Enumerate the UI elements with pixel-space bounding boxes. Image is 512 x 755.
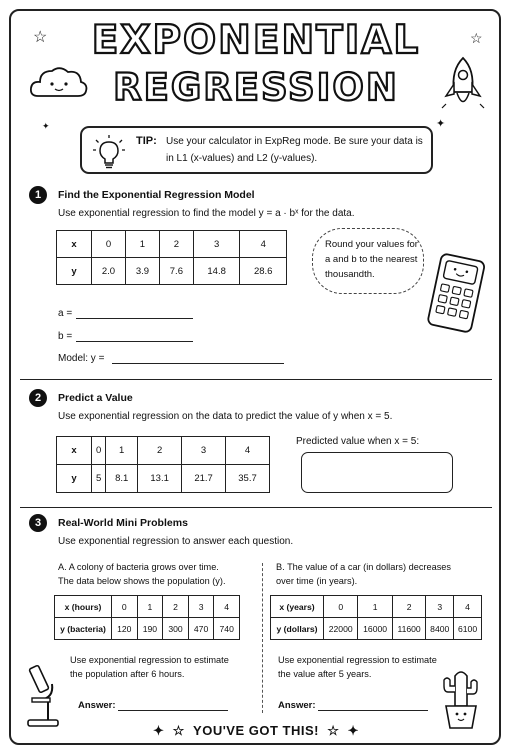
page-title-line2: REGRESSION — [113, 66, 399, 109]
rocket-icon — [438, 56, 488, 116]
star-icon: ☆ ✦ — [318, 723, 359, 738]
cloud-icon — [28, 62, 90, 102]
table-header: y (dollars) — [271, 618, 324, 640]
table-cell: 21.7 — [182, 465, 226, 493]
a-label: a = — [58, 308, 73, 319]
table-cell: 22000 — [324, 618, 358, 640]
section-1-instruction: Use exponential regression to find the model y = a · bˣ for the data. — [58, 208, 355, 219]
section-3-instruction: Use exponential regression to answer each question. — [58, 536, 294, 547]
table-header: y — [57, 258, 92, 285]
table-cell: 4 — [454, 596, 482, 618]
problem-b-answer-label: Answer: — [278, 700, 316, 711]
star-icon: ✦ ☆ — [153, 723, 194, 738]
table-header: x (years) — [271, 596, 324, 618]
table-cell: 0 — [112, 596, 138, 618]
table-cell: 3.9 — [125, 258, 159, 285]
problem-a-ask-1: Use exponential regression to estimate — [70, 655, 229, 665]
table-cell: 2 — [159, 231, 193, 258]
calculator-icon — [426, 253, 486, 335]
table-cell: 13.1 — [138, 465, 182, 493]
table-header: x — [57, 437, 92, 465]
table-cell: 4 — [214, 596, 240, 618]
table-header: x (hours) — [55, 596, 112, 618]
model-answer-line[interactable] — [112, 363, 284, 364]
sparkle-icon: ✦ — [42, 121, 50, 131]
table-cell: 300 — [163, 618, 189, 640]
table-cell: 5 — [92, 465, 106, 493]
table-cell: 0 — [92, 437, 106, 465]
table-cell: 1 — [358, 596, 392, 618]
section-3-badge: 3 — [29, 514, 47, 532]
table-cell: 11600 — [392, 618, 426, 640]
section-3-heading: Real-World Mini Problems — [58, 517, 188, 529]
table-cell: 1 — [125, 231, 159, 258]
problem-b-answer-line[interactable] — [318, 710, 428, 711]
problem-a-text-2: The data below shows the population (y). — [58, 576, 226, 586]
tip-box — [80, 126, 433, 174]
table-cell: 740 — [214, 618, 240, 640]
b-label: b = — [58, 331, 73, 342]
predicted-label: Predicted value when x = 5: — [296, 436, 420, 447]
table-cell: 14.8 — [193, 258, 240, 285]
section-divider — [20, 379, 492, 380]
section-1-heading: Find the Exponential Regression Model — [58, 189, 255, 201]
table-cell: 2.0 — [92, 258, 126, 285]
footer-banner — [0, 723, 512, 739]
star-icon: ✦ — [436, 118, 446, 130]
footer-text: YOU'VE GOT THIS! — [193, 723, 319, 738]
table-cell: 16000 — [358, 618, 392, 640]
table-cell: 8400 — [426, 618, 454, 640]
section-2-heading: Predict a Value — [58, 392, 133, 404]
table-cell: 3 — [182, 437, 226, 465]
problem-a-text-1: A. A colony of bacteria grows over time. — [58, 562, 219, 572]
star-icon: ☆ — [33, 29, 48, 46]
microscope-icon — [20, 660, 64, 730]
a-answer-line[interactable] — [76, 318, 193, 319]
table-cell: 2 — [392, 596, 426, 618]
thought-bubble: Round your values for a and b to the nearest thousandth. — [312, 228, 424, 294]
problem-b-text-2: over time (in years). — [276, 576, 358, 586]
problem-b-ask-1: Use exponential regression to estimate — [278, 655, 437, 665]
table-cell: 4 — [226, 437, 270, 465]
table-header: x — [57, 231, 92, 258]
section-2-instruction: Use exponential regression on the data to predict the value of y when x = 5. — [58, 411, 393, 422]
problem-a-answer-label: Answer: — [78, 700, 116, 711]
table-cell: 120 — [112, 618, 138, 640]
section-2-badge: 2 — [29, 389, 47, 407]
table-cell: 3 — [426, 596, 454, 618]
table-cell: 6100 — [454, 618, 482, 640]
section-1-table — [56, 230, 287, 285]
table-cell: 3 — [188, 596, 214, 618]
tip-label: TIP: — [136, 135, 157, 147]
table-cell: 470 — [188, 618, 214, 640]
table-cell: 2 — [138, 437, 182, 465]
problem-b-text-1: B. The value of a car (in dollars) decreases — [276, 562, 451, 572]
cactus-icon — [436, 664, 486, 732]
table-cell: 0 — [324, 596, 358, 618]
table-cell: 1 — [106, 437, 138, 465]
page-title-line1: EXPONENTIAL — [91, 18, 421, 63]
problem-a-answer-line[interactable] — [118, 710, 228, 711]
model-label: Model: y = — [58, 353, 105, 364]
table-cell: 0 — [92, 231, 126, 258]
table-cell: 7.6 — [159, 258, 193, 285]
table-cell: 35.7 — [226, 465, 270, 493]
table-cell: 3 — [193, 231, 240, 258]
table-cell: 8.1 — [106, 465, 138, 493]
problem-a-ask-2: the population after 6 hours. — [70, 669, 185, 679]
tip-text: Use your calculator in ExpReg mode. Be sure your data is in L1 (x-values) and L2 (y-values). — [166, 136, 423, 164]
table-cell: 4 — [240, 231, 287, 258]
column-divider — [262, 563, 263, 713]
problem-b-ask-2: the value after 5 years. — [278, 669, 372, 679]
section-2-table — [56, 436, 270, 493]
table-cell: 28.6 — [240, 258, 287, 285]
lightbulb-icon — [92, 134, 126, 170]
table-cell: 1 — [137, 596, 163, 618]
section-1-badge: 1 — [29, 186, 47, 204]
table-cell: 2 — [163, 596, 189, 618]
predicted-answer-box[interactable] — [301, 452, 453, 493]
table-header: y — [57, 465, 92, 493]
b-answer-line[interactable] — [76, 341, 193, 342]
table-cell: 190 — [137, 618, 163, 640]
section-divider — [20, 507, 492, 508]
problem-b-table — [270, 595, 482, 640]
table-header: y (bacteria) — [55, 618, 112, 640]
star-icon: ☆ — [470, 30, 483, 46]
problem-a-table — [54, 595, 240, 640]
